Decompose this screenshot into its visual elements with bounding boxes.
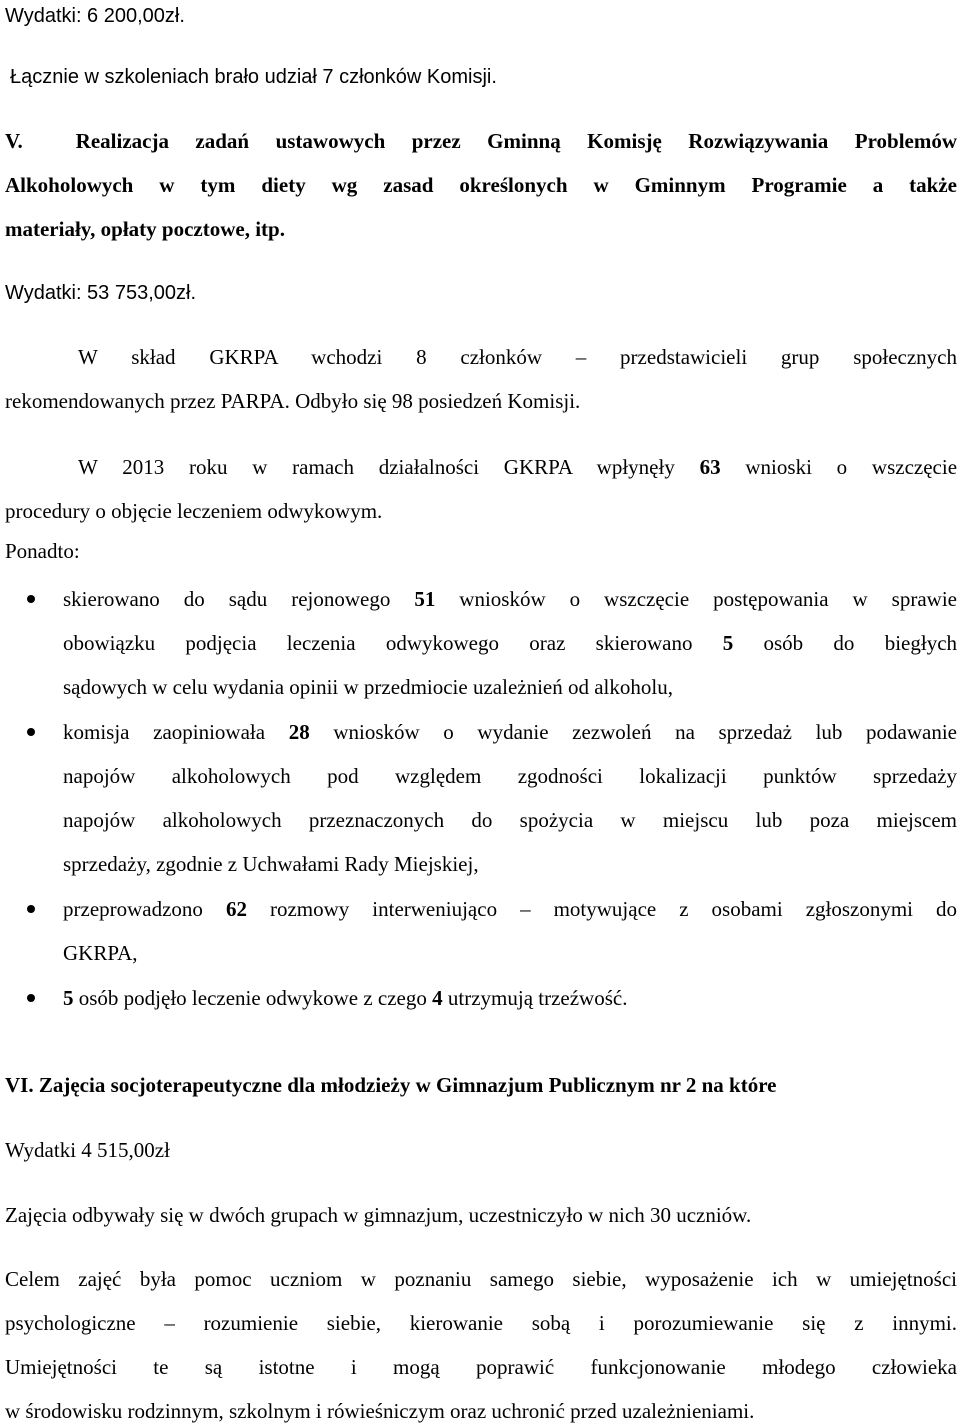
- members-line-2: rekomendowanych przez PARPA. Odbyło się 98 posiedzeń Komisji.: [5, 389, 581, 413]
- aim-line-3: Umiejętności te są istotne i mogą poprawić funkcjonowanie młodego człowieka: [5, 1355, 957, 1379]
- section-5-heading-line-1: V. Realizacja zadań ustawowych przez Gminną Komisję Rozwiązywania Problemów: [5, 129, 958, 153]
- bullet-4-dot: [27, 994, 35, 1002]
- bullet-2-line-2: napojów alkoholowych pod względem zgodności lokalizacji punktów sprzedaży: [63, 764, 957, 788]
- bullet-3-dot: [27, 905, 35, 913]
- members-line-1: W skład GKRPA wchodzi 8 członków – przedstawicieli grup społecznych: [78, 345, 957, 369]
- bullet-2-line-1: komisja zaopiniowała 28 wniosków o wydanie zezwoleń na sprzedaż lub podawanie: [63, 720, 957, 744]
- requests-count: 63: [699, 455, 721, 479]
- bullet-1-line-1: skierowano do sądu rejonowego 51 wniosków o wszczęcie postępowania w sprawie: [63, 587, 957, 611]
- bullet-1-line-3: sądowych w celu wydania opinii w przedmiocie uzależnień od alkoholu,: [63, 675, 673, 699]
- bullet-3-line-1: przeprowadzono 62 rozmowy interweniująco – motywujące z osobami zgłoszonymi do: [63, 897, 958, 921]
- section-4-cost: Wydatki: 6 200,00zł.: [5, 5, 185, 27]
- section-5-cost: Wydatki: 53 753,00zł.: [5, 282, 197, 304]
- bullet-1-dot: [27, 595, 35, 603]
- bullet-2-line-4: sprzedaży, zgodnie z Uchwałami Rady Miejskiej,: [63, 852, 479, 876]
- aim-line-4: w środowisku rodzinnym, szkolnym i rówieśniczym oraz uchronić przed uzależnieniami.: [5, 1399, 755, 1423]
- section-5-number: V.: [5, 129, 23, 153]
- aim-line-1: Celem zajęć była pomoc uczniom w poznaniu samego siebie, wyposażenie ich w umiejętności: [5, 1267, 957, 1291]
- moreover-label: Ponadto:: [5, 539, 80, 563]
- bullet-1-line-2: obowiązku podjęcia leczenia odwykowego oraz skierowano 5 osób do biegłych: [63, 631, 958, 655]
- section-5-heading-line-3: materiały, opłaty pocztowe, itp.: [5, 217, 285, 241]
- section-4-training: Łącznie w szkoleniach brało udział 7 członków Komisji.: [10, 66, 497, 88]
- bullet-2-dot: [27, 728, 35, 736]
- aim-line-2: psychologiczne – rozumienie siebie, kierowanie sobą i porozumiewanie się z innymi.: [5, 1311, 957, 1335]
- requests-line-1: W 2013 roku w ramach działalności GKRPA wpłynęły 63 wnioski o wszczęcie: [78, 455, 958, 479]
- section-5-heading-line-2: Alkoholowych w tym diety wg zasad określonych w Gminnym Programie a także: [5, 173, 957, 197]
- bullet-3-line-2: GKRPA,: [63, 941, 138, 965]
- section-6-groups: Zajęcia odbywały się w dwóch grupach w gimnazjum, uczestniczyło w nich 30 uczniów.: [5, 1203, 752, 1227]
- section-6-number: VI.: [5, 1073, 34, 1097]
- section-6-cost: Wydatki 4 515,00zł: [5, 1138, 170, 1162]
- bullet-2-line-3: napojów alkoholowych przeznaczonych do spożycia w miejscu lub poza miejscem: [63, 808, 957, 832]
- section-6-heading: VI. Zajęcia socjoterapeutyczne dla młodzieży w Gimnazjum Publicznym nr 2 na które: [5, 1073, 777, 1097]
- bullet-4-line-1: 5 osób podjęło leczenie odwykowe z czego 4 utrzymują trzeźwość.: [63, 986, 628, 1010]
- requests-line-2: procedury o objęcie leczeniem odwykowym.: [5, 499, 383, 523]
